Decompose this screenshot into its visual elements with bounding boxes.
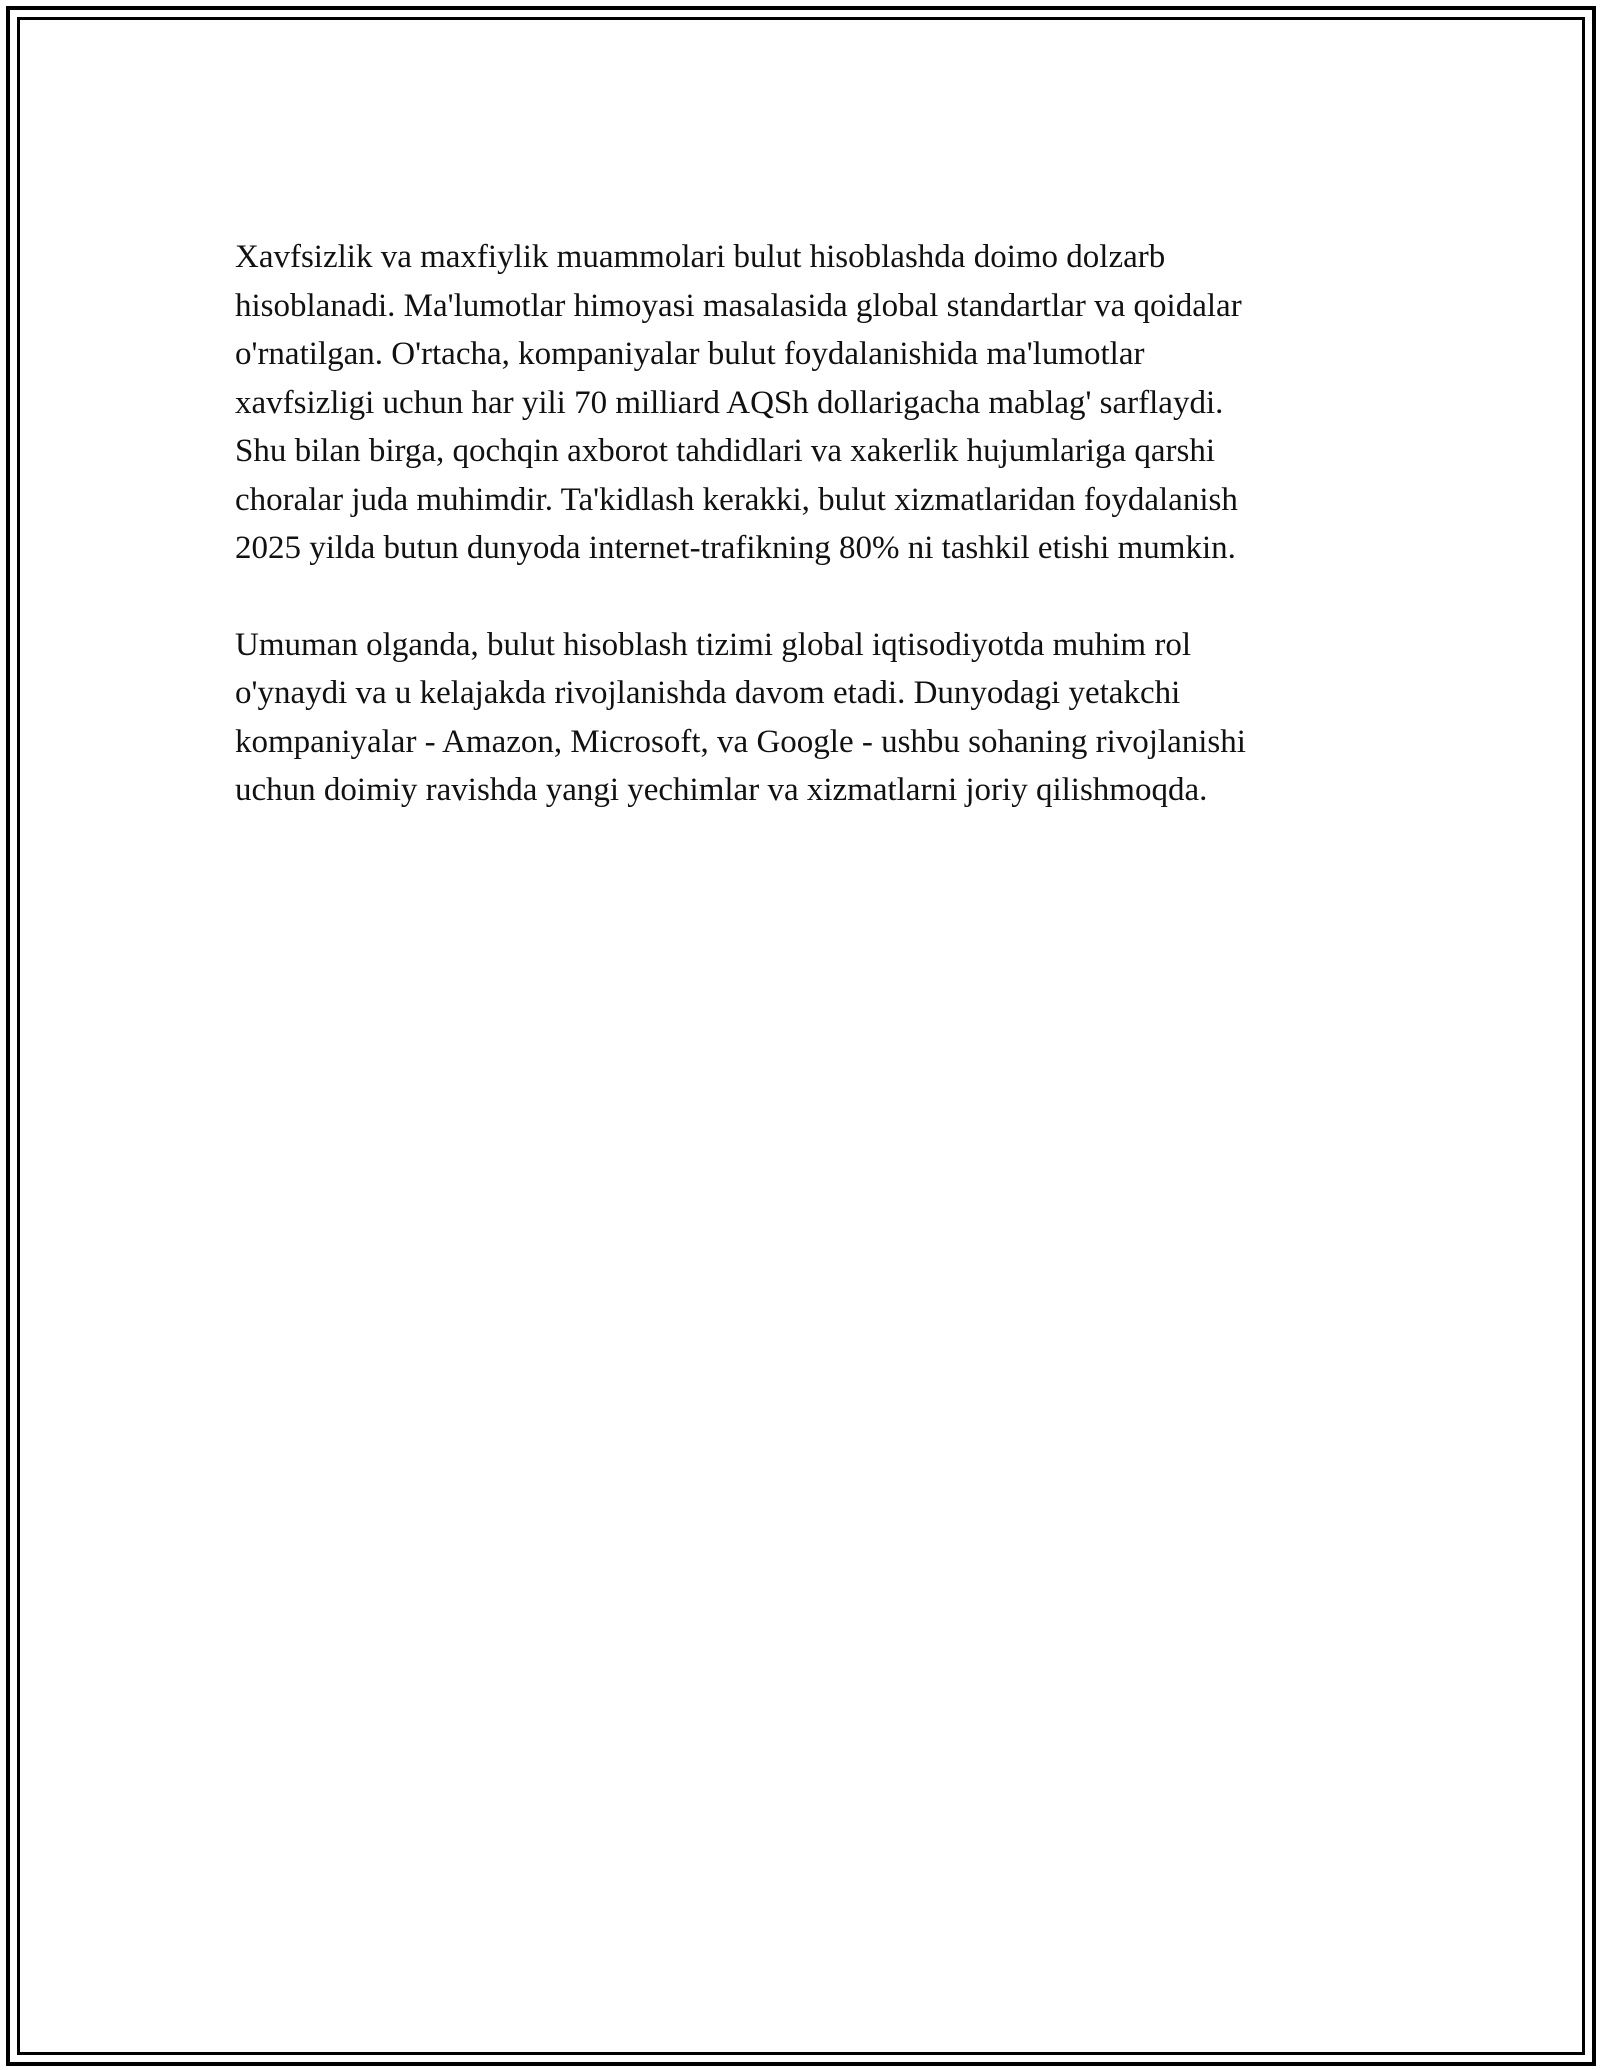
document-body	[235, 233, 1385, 863]
paragraph-summary: Umuman olganda, bulut hisoblash tizimi global iqtisodiyotda muhim rol o'ynaydi va u kelajakda rivojlanishda davom etadi. Dunyodagi yetakchi kompaniyalar - Amazon, Microsoft, va Google - ushbu sohaning rivojlanishi uchun doimiy ravishda yangi yechimlar va xizmatlarni joriy qilishmoqda.	[235, 626, 1246, 808]
paragraph-security: Xavfsizlik va maxfiylik muammolari bulut hisoblashda doimo dolzarb hisoblanadi. Ma'lumotlar himoyasi masalasida global standartlar va qoidalar o'rnatilgan. O'rtacha, kompaniyalar bulut foydalanishida ma'lumotlar xavfsizligi uchun har yili 70 milliard AQSh dollarigacha mablag' sarflaydi. Shu bilan birga, qochqin axborot tahdidlari va xakerlik hujumlariga qarshi choralar juda muhimdir. Ta'kidlash kerakki, bulut xizmatlaridan foydalanish 2025 yilda butun dunyoda internet-trafikning 80% ni tashkil etishi mumkin.	[235, 239, 1242, 566]
